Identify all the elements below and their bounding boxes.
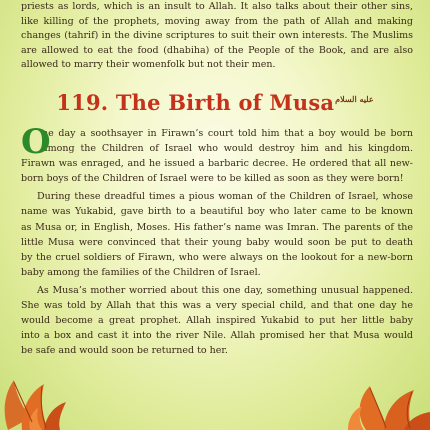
text-line: During these dreadful times a pious woman of the Children of Israel, whose [37, 191, 413, 203]
honorific-mark: عليه السلام [335, 94, 374, 104]
text-line: born boys of the Children of Israel were to be killed as soon as they were born! [21, 173, 404, 185]
text-line: like killing of the prophets, moving away from the path of Allah and making [21, 15, 413, 27]
text-line: As Musa’s mother worried about this one day, something unusual happened. [37, 284, 413, 296]
text-line: ne day a soothsayer in Firawn’s court told him that a boy would be born [42, 128, 413, 139]
text-line: would become a great prophet. Allah inspired Yukabid to put her little baby [21, 315, 413, 327]
text-line: changes (tahrif) in the divine scriptures to suit their own interests. The Muslims [21, 30, 413, 42]
chapter-title-text: 119. The Birth of Musa [56, 90, 335, 115]
flower-illustration-left [0, 372, 80, 430]
paragraph-3 [21, 283, 413, 358]
text-line: by the cruel soldiers of Firawn, who were always on the lookout for a new-born [21, 251, 413, 263]
text-line: among the Children of Israel who would destroy him and his kingdom. [42, 143, 413, 155]
text-line: allowed to marry their womenfolk but not their men. [21, 59, 276, 71]
paragraph-1 [21, 122, 413, 186]
text-line: little Musa were convinced that their young baby would soon be put to death [21, 236, 413, 248]
drop-cap: O [21, 122, 51, 162]
text-line: She was told by Allah that this was a very special child, and that one day he [21, 300, 413, 312]
previous-section-text [21, 0, 413, 73]
text-line: into a box and cast it into the river Nile. Allah promised her that Musa would [21, 330, 413, 342]
text-line: priests as lords, which is an insult to Allah. It also talks about their other sins, [21, 1, 413, 12]
chapter-body [21, 122, 413, 358]
flower-illustration-right [326, 372, 430, 430]
text-line: name was Yukabid, gave birth to a beautiful boy who later came to be known [21, 206, 413, 218]
text-line: baby among the families of the Children of Israel. [21, 266, 261, 278]
text-line: are allowed to eat the food (dhabiha) of the People of the Book, and are also [21, 44, 413, 56]
text-line: Firawn was enraged, and he issued a barbaric decree. He ordered that all new- [21, 158, 413, 170]
text-line: be safe and would soon be returned to her. [21, 345, 228, 357]
chapter-title [0, 90, 430, 115]
text-line: as Musa or, in English, Moses. His father’s name was Imran. The parents of the [21, 221, 413, 233]
paragraph-2 [21, 189, 413, 280]
